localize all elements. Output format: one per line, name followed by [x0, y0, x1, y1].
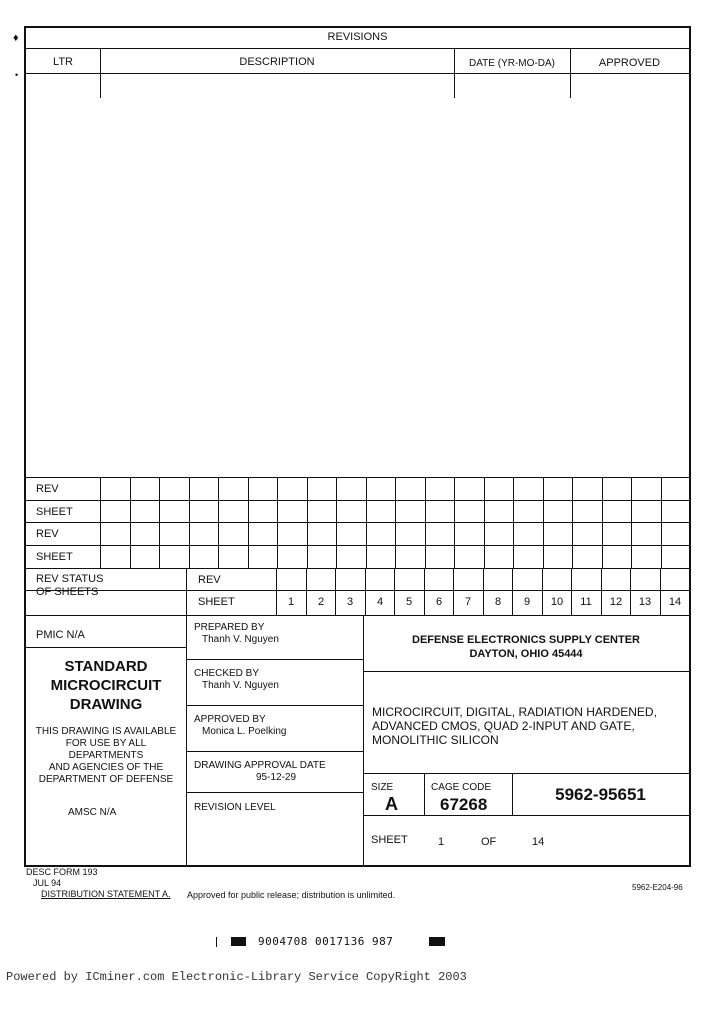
grid-vline	[602, 477, 603, 568]
approved-label: APPROVED BY	[194, 714, 266, 725]
footer-text: Powered by ICminer.com Electronic-Library Service CopyRight 2003	[6, 970, 467, 984]
sheet-number: 3	[346, 596, 354, 608]
title-line1: MICROCIRCUIT, DIGITAL, RADIATION HARDENED,	[372, 705, 657, 719]
grid-vline	[572, 477, 573, 568]
grid-vline	[631, 477, 632, 568]
grid-hline	[26, 522, 689, 523]
grid-vline	[218, 477, 219, 568]
approval-date-value: 95-12-29	[256, 772, 297, 783]
grid-vline	[661, 477, 662, 568]
checked-label: CHECKED BY	[194, 668, 260, 679]
col-date: DATE (YR-MO-DA)	[469, 58, 555, 69]
checked-name: Thanh V. Nguyen	[202, 680, 279, 691]
grid-vline	[100, 477, 101, 568]
sheet-current: 1	[438, 836, 445, 848]
sheet-number: 12	[609, 596, 623, 608]
rev-label-3: REV	[198, 574, 221, 586]
scan-mark-top: ♦	[13, 32, 19, 44]
rev-label-2: REV	[36, 528, 59, 540]
grid-vline	[130, 477, 131, 568]
sheet-number: 8	[494, 596, 502, 608]
sheet-number: 2	[317, 596, 325, 608]
cage-label: CAGE CODE	[431, 782, 492, 793]
prepared-label: PREPARED BY	[194, 622, 265, 633]
grid-vline	[366, 477, 367, 568]
distribution-text: Approved for public release; distribution is unlimited.	[187, 890, 396, 900]
sheet-number: 4	[376, 596, 384, 608]
drawing-number: 5962-95651	[555, 785, 646, 804]
revisions-title: REVISIONS	[327, 31, 388, 43]
sheet-number: 14	[668, 596, 682, 608]
standard-line2: MICROCIRCUIT	[50, 677, 162, 694]
sheet-number: 6	[435, 596, 443, 608]
form-line2: JUL 94	[33, 878, 62, 888]
sheet-label-2: SHEET	[36, 551, 73, 563]
scan-mark-left: •	[15, 70, 19, 80]
grid-vline	[484, 477, 485, 568]
col-ltr: LTR	[53, 56, 73, 68]
grid-vline	[513, 477, 514, 568]
grid-hline	[26, 500, 689, 501]
sheet-number: 1	[287, 596, 295, 608]
grid-vline	[454, 477, 455, 568]
sheet-of-label: OF	[481, 836, 497, 848]
sheet-number: 11	[580, 596, 592, 608]
form-line1: DESC FORM 193	[26, 867, 98, 877]
approved-name: Monica L. Poelking	[202, 726, 287, 737]
rev-status-line1: REV STATUS	[36, 573, 104, 585]
form-number: 5962-E204-96	[632, 883, 683, 892]
avail-line2: FOR USE BY ALL	[65, 738, 147, 749]
barcode-block-right	[429, 937, 445, 946]
grid-vline	[277, 477, 278, 568]
barcode-text: 9004708 0017136 987	[258, 935, 394, 948]
approval-date-label: DRAWING APPROVAL DATE	[194, 760, 326, 771]
barcode-block-left	[231, 937, 246, 946]
sheet-number: 13	[638, 596, 652, 608]
sheet-total: 14	[532, 836, 545, 848]
sheet-number: 5	[405, 596, 413, 608]
distribution-label: DISTRIBUTION STATEMENT A.	[41, 889, 171, 899]
title-line3: MONOLITHIC SILICON	[372, 733, 499, 747]
rev-label-1: REV	[36, 483, 59, 495]
barcode-tick	[216, 937, 223, 947]
avail-line3: DEPARTMENTS	[68, 750, 144, 761]
avail-line4: AND AGENCIES OF THE	[48, 762, 164, 773]
rev-status-line2: OF SHEETS	[36, 586, 99, 598]
cage-value: 67268	[440, 795, 488, 814]
sheet-number: 7	[464, 596, 472, 608]
col-approved: APPROVED	[598, 57, 661, 69]
amsc: AMSC N/A	[68, 807, 117, 818]
col-description: DESCRIPTION	[239, 56, 315, 68]
avail-line5: DEPARTMENT OF DEFENSE	[38, 774, 174, 785]
grid-hline	[26, 568, 689, 569]
grid-hline	[26, 545, 689, 546]
prepared-name: Thanh V. Nguyen	[202, 634, 279, 645]
agency-line2: DAYTON, OHIO 45444	[469, 648, 583, 660]
grid-vline	[543, 477, 544, 568]
drawing-frame	[24, 26, 691, 867]
revision-level-label: REVISION LEVEL	[194, 802, 276, 813]
grid-vline	[336, 477, 337, 568]
grid-hline	[26, 477, 689, 478]
title-line2: ADVANCED CMOS, QUAD 2-INPUT AND GATE,	[372, 719, 635, 733]
sheet-label-1: SHEET	[36, 506, 73, 518]
pmic: PMIC N/A	[36, 629, 85, 641]
grid-vline	[159, 477, 160, 568]
sheet-number: 9	[523, 596, 531, 608]
avail-line1: THIS DRAWING IS AVAILABLE	[35, 726, 177, 737]
standard-line1: STANDARD	[64, 658, 148, 675]
sheet-info-label: SHEET	[371, 834, 408, 846]
standard-line3: DRAWING	[69, 696, 143, 713]
grid-vline	[189, 477, 190, 568]
grid-vline	[395, 477, 396, 568]
size-value: A	[385, 794, 398, 814]
sheet-label-3: SHEET	[198, 596, 235, 608]
grid-vline	[307, 477, 308, 568]
grid-vline	[248, 477, 249, 568]
sheet-number: 10	[550, 596, 564, 608]
size-label: SIZE	[371, 782, 394, 793]
grid-vline	[425, 477, 426, 568]
agency-line1: DEFENSE ELECTRONICS SUPPLY CENTER	[412, 634, 640, 646]
